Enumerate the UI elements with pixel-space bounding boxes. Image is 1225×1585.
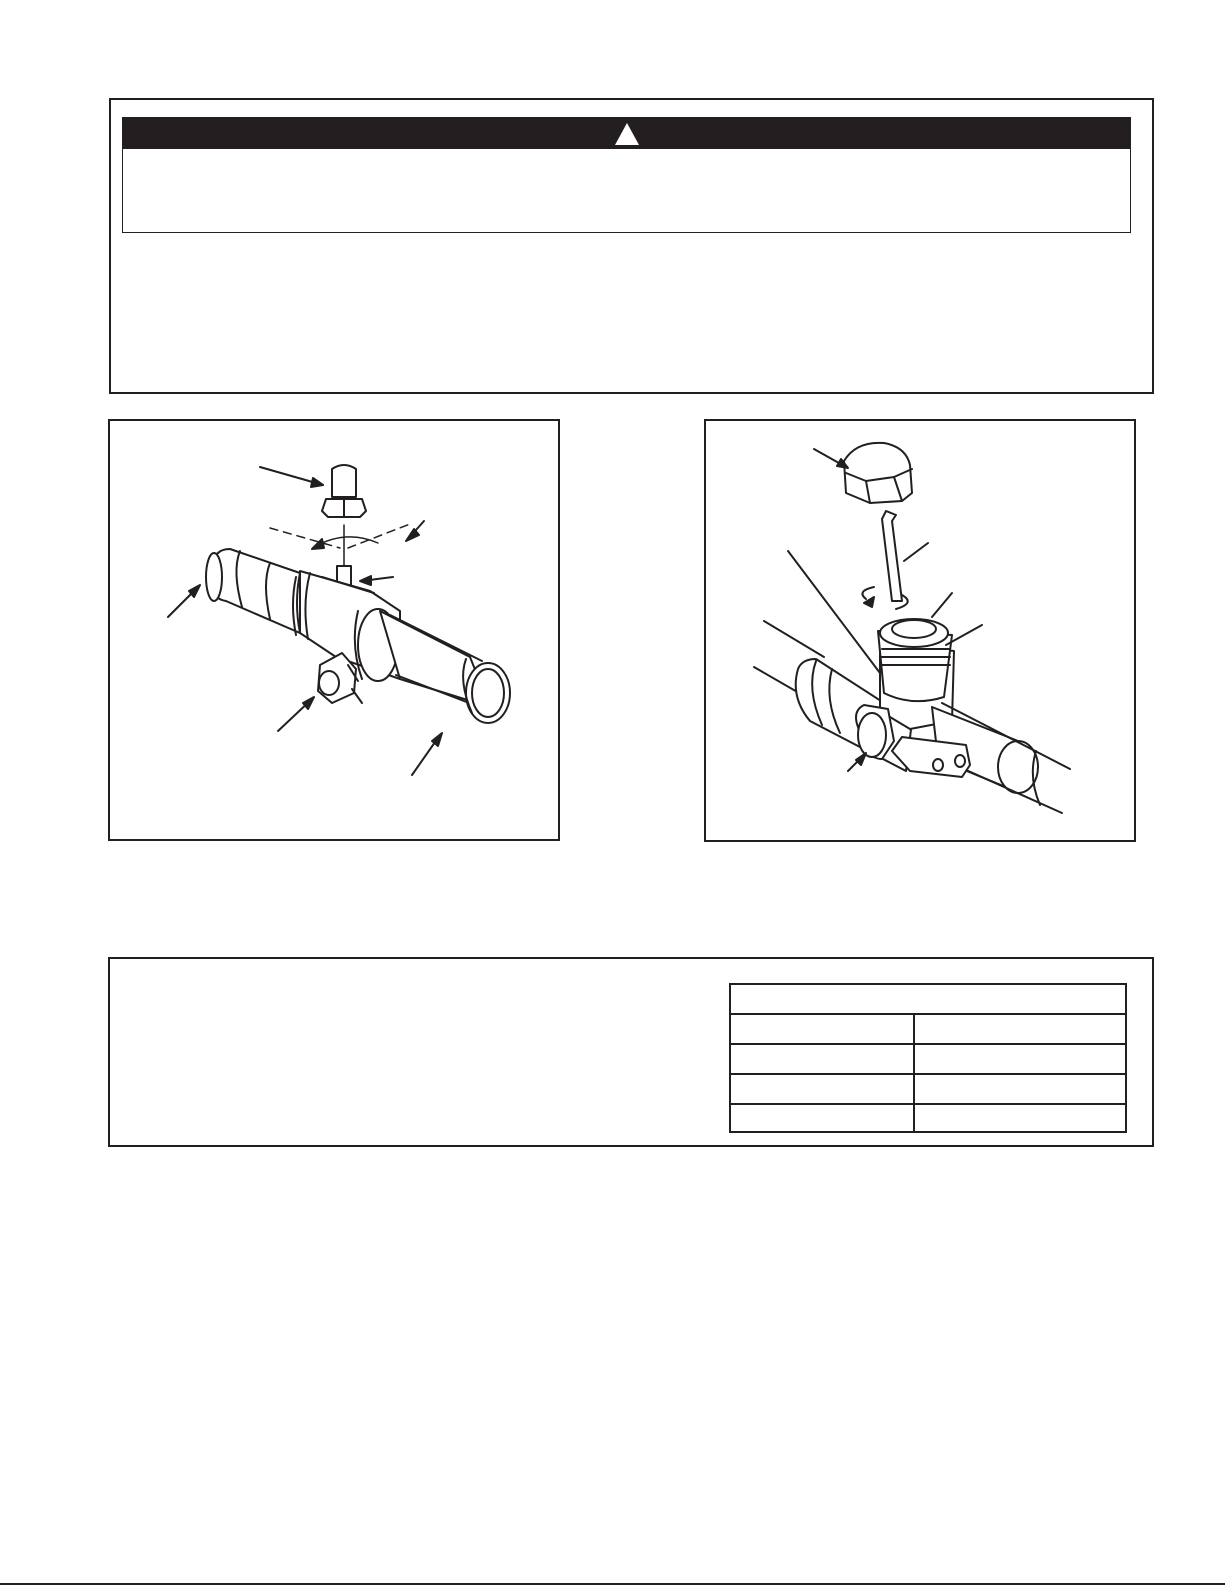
table-cell [731, 1015, 913, 1043]
table-cell [731, 1105, 913, 1131]
warning-bar [123, 118, 1130, 149]
table-row [731, 1075, 1125, 1105]
spec-table-header [731, 985, 1125, 1015]
warning-triangle-icon [614, 122, 640, 146]
table-cell [915, 1105, 1125, 1131]
warning-header [122, 117, 1131, 233]
spec-table-header-text [731, 985, 1125, 1013]
spec-table [729, 983, 1127, 1133]
table-row [731, 1015, 1125, 1045]
service-valve-icon [706, 421, 1134, 840]
table-cell [915, 1045, 1125, 1073]
ball-valve-icon [110, 421, 558, 839]
table-cell [915, 1015, 1125, 1043]
table-cell [731, 1075, 913, 1103]
figure-ball-valve [108, 419, 560, 841]
table-row [731, 1045, 1125, 1075]
table-cell [731, 1045, 913, 1073]
figure-service-valve [704, 419, 1136, 842]
table-row [731, 1105, 1125, 1131]
table-cell [915, 1075, 1125, 1103]
